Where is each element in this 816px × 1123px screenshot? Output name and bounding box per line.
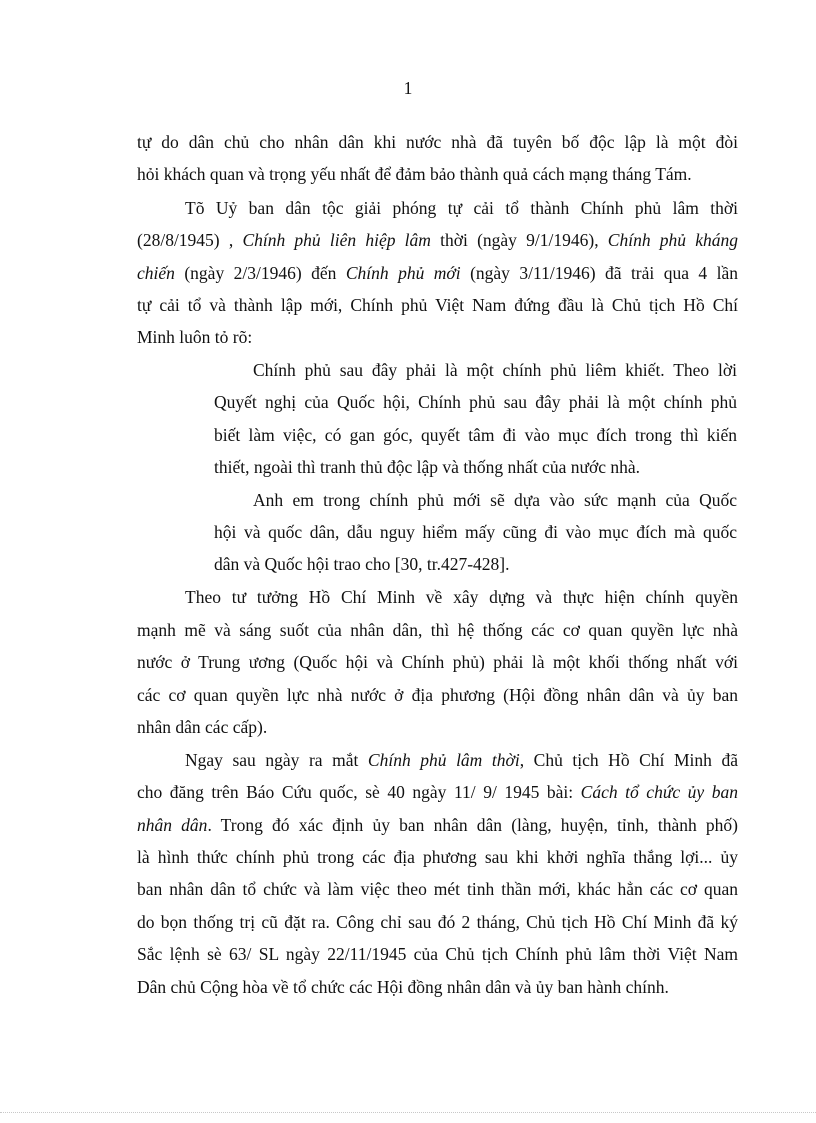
- italic-text-segment: chiến: [137, 263, 175, 283]
- text-segment: là hình thức chính phủ trong các địa phương sau khi khởi nghĩa thắng lợi... ủy: [137, 847, 738, 867]
- text-line: [137, 943, 738, 965]
- text-segment: Minh luôn tỏ rõ:: [137, 327, 253, 347]
- text-segment: . Trong đó xác định ủy ban nhân dân (làng, huyện, tỉnh, thành phố): [207, 815, 738, 835]
- text-segment: hỏi khách quan và trọng yếu nhất để đảm bảo thành quả cách mạng tháng Tám.: [137, 164, 692, 184]
- text-line: [137, 294, 738, 316]
- page-number: 1: [403, 78, 413, 98]
- quote-line: [253, 359, 737, 381]
- italic-text-segment: nhân dân: [137, 815, 208, 835]
- italic-text-segment: Chính phủ liên hiệp lâm: [242, 230, 431, 250]
- text-segment: dân và Quốc hội trao cho [30, tr.427-428].: [214, 554, 510, 574]
- text-segment: tự cải tổ và thành lập mới, Chính phủ Việt Nam đứng đầu là Chủ tịch Hồ Chí: [137, 295, 738, 315]
- text-line: [137, 326, 738, 348]
- text-segment: Chính phủ sau đây phải là một chính phủ liêm khiết. Theo lời: [253, 360, 737, 380]
- text-line: [137, 716, 738, 738]
- text-segment: Sắc lệnh sè 63/ SL ngày 22/11/1945 của Chủ tịch Chính phủ lâm thời Việt Nam: [137, 944, 738, 964]
- text-segment: Quyết nghị của Quốc hội, Chính phủ sau đây phải là một chính phủ: [214, 392, 737, 412]
- text-segment: ban nhân dân tổ chức và làm việc theo mét tinh thần mới, khác hẳn các cơ quan: [137, 879, 738, 899]
- text-line: [137, 229, 738, 251]
- text-segment: hội và quốc dân, dẫu nguy hiểm mấy cũng đi vào mục đích mà quốc: [214, 522, 737, 542]
- text-segment: Tõ Uỷ ban dân tộc giải phóng tự cải tổ thành Chính phủ lâm thời: [185, 198, 738, 218]
- text-segment: , Chủ tịch Hồ Chí Minh đã: [519, 750, 738, 770]
- text-segment: mạnh mẽ và sáng suốt của nhân dân, thì hệ thống các cơ quan quyền lực nhà: [137, 620, 738, 640]
- text-line: [137, 684, 738, 706]
- italic-text-segment: Chính phủ kháng: [607, 230, 739, 250]
- quote-line: [214, 456, 737, 478]
- text-segment: do bọn thống trị cũ đặt ra. Công chỉ sau đó 2 tháng, Chủ tịch Hồ Chí Minh đã ký: [137, 912, 738, 932]
- text-segment: Theo tư tưởng Hồ Chí Minh về xây dựng và thực hiện chính quyền: [185, 587, 738, 607]
- text-line: [137, 814, 738, 836]
- text-segment: các cơ quan quyền lực nhà nước ở địa phương (Hội đồng nhân dân và ủy ban: [137, 685, 738, 705]
- text-segment: thiết, ngoài thì tranh thủ độc lập và thống nhất của nước nhà.: [214, 457, 640, 477]
- quote-line: [214, 424, 737, 446]
- text-segment: (ngày 2/3/1946) đến: [174, 263, 346, 283]
- italic-text-segment: Chính phủ lâm thời: [367, 750, 520, 770]
- text-segment: nhân dân các cấp).: [137, 717, 268, 737]
- text-segment: tự do dân chủ cho nhân dân khi nước nhà đã tuyên bố độc lập là một đòi: [137, 132, 738, 152]
- text-line: [137, 911, 738, 933]
- text-segment: nước ở Trung ương (Quốc hội và Chính phủ) phải là một khối thống nhất với: [137, 652, 738, 672]
- quote-line: [214, 553, 737, 575]
- quote-line: [253, 489, 737, 511]
- text-line: [137, 878, 738, 900]
- text-line: [137, 163, 738, 185]
- text-segment: (ngày 3/11/1946) đã trải qua 4 lần: [460, 263, 739, 283]
- text-line: [137, 846, 738, 868]
- italic-text-segment: Chính phủ mới: [345, 263, 461, 283]
- page-bottom-divider: [0, 1112, 816, 1113]
- text-line: [137, 619, 738, 641]
- text-line: [185, 749, 738, 771]
- text-segment: biết làm việc, có gan góc, quyết tâm đi vào mục đích trong thì kiến: [214, 425, 737, 445]
- text-line: [137, 131, 738, 153]
- text-segment: Dân chủ Cộng hòa về tổ chức các Hội đồng nhân dân và ủy ban hành chính.: [137, 977, 669, 997]
- text-line: [137, 262, 738, 284]
- text-segment: cho đăng trên Báo Cứu quốc, sè 40 ngày 11/ 9/ 1945 bài:: [137, 782, 581, 802]
- text-segment: thời (ngày 9/1/1946),: [430, 230, 608, 250]
- text-line: [185, 586, 738, 608]
- quote-line: [214, 391, 737, 413]
- italic-text-segment: Cách tổ chức ủy ban: [580, 782, 738, 802]
- text-line: [185, 197, 738, 219]
- text-line: [137, 781, 738, 803]
- quote-line: [214, 521, 737, 543]
- text-segment: (28/8/1945) ,: [137, 230, 243, 250]
- text-line: [137, 651, 738, 673]
- text-segment: Anh em trong chính phủ mới sẽ dựa vào sức mạnh của Quốc: [253, 490, 737, 510]
- text-segment: Ngay sau ngày ra mắt: [185, 750, 368, 770]
- text-line: [137, 976, 738, 998]
